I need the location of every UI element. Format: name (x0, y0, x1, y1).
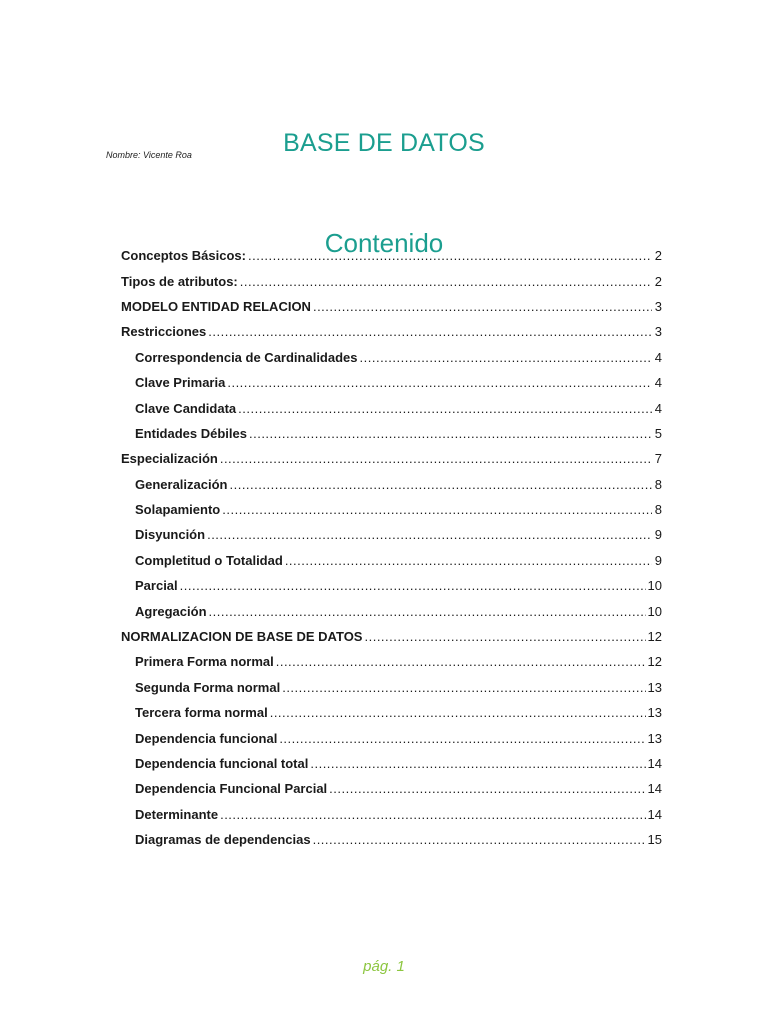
toc-entry[interactable] (121, 472, 662, 497)
toc-entry-title: Solapamiento (135, 502, 221, 518)
toc-entry-page: 14 (647, 781, 662, 797)
toc-entry[interactable] (121, 598, 662, 623)
toc-entry-page: 14 (647, 756, 662, 771)
toc-entry[interactable] (121, 421, 662, 446)
toc-dot-leader (329, 781, 645, 796)
table-of-contents (121, 243, 662, 852)
toc-entry-page: 2 (654, 248, 662, 264)
toc-entry-title: Tipos de atributos: (121, 273, 238, 289)
toc-entry-title: Especialización (121, 451, 218, 467)
toc-dot-leader (285, 553, 652, 568)
toc-entry-page: 10 (647, 578, 662, 594)
toc-entry-title: Completitud o Totalidad (135, 552, 283, 568)
toc-entry-title: Restricciones (121, 324, 207, 340)
toc-entry-page: 2 (654, 273, 662, 289)
toc-entry[interactable] (121, 319, 662, 344)
toc-entry-title: Dependencia Funcional Parcial (135, 781, 328, 797)
toc-entry-page: 13 (647, 679, 662, 695)
document-title: BASE DE DATOS (283, 128, 485, 157)
toc-dot-leader (209, 604, 646, 619)
toc-dot-leader (227, 375, 652, 390)
toc-dot-leader (282, 680, 645, 695)
toc-entry-title: Dependencia funcional (135, 730, 278, 746)
toc-entry-page: 3 (654, 324, 662, 340)
toc-entry[interactable] (121, 751, 662, 776)
toc-entry[interactable] (121, 345, 662, 370)
toc-entry-title: Correspondencia de Cardinalidades (135, 349, 358, 365)
toc-entry[interactable] (121, 370, 662, 395)
toc-entry[interactable] (121, 548, 662, 573)
toc-dot-leader (276, 654, 646, 669)
toc-dot-leader (240, 274, 652, 289)
toc-dot-leader (248, 248, 652, 263)
toc-entry-page: 14 (647, 806, 662, 822)
toc-entry-title: Conceptos Básicos: (121, 248, 246, 264)
toc-entry-page: 4 (654, 375, 662, 391)
toc-entry[interactable] (121, 827, 662, 852)
toc-entry-title: Parcial (135, 578, 178, 594)
toc-dot-leader (313, 832, 646, 847)
toc-entry-title: Determinante (135, 806, 219, 822)
toc-heading: Contenido (324, 227, 444, 258)
toc-entry-title: Clave Candidata (135, 400, 237, 416)
toc-entry[interactable] (121, 294, 662, 319)
toc-dot-leader (310, 756, 645, 771)
toc-entry-title: NORMALIZACION DE BASE DE DATOS (121, 629, 363, 645)
toc-dot-leader (313, 299, 652, 314)
toc-dot-leader (270, 705, 646, 720)
toc-entry-title: Tercera forma normal (135, 705, 268, 721)
toc-entry[interactable] (121, 497, 662, 522)
toc-entry-title: Primera Forma normal (135, 654, 274, 670)
toc-entry-title: Dependencia funcional total (135, 756, 309, 771)
toc-dot-leader (207, 527, 652, 542)
toc-entry-page: 7 (654, 451, 662, 467)
toc-entry[interactable] (121, 675, 662, 700)
toc-entry-title: MODELO ENTIDAD RELACION (121, 298, 311, 314)
toc-entry-page: 13 (647, 705, 662, 721)
toc-dot-leader (180, 578, 646, 593)
toc-entry[interactable] (121, 395, 662, 420)
toc-entry-page: 15 (647, 832, 662, 848)
toc-entry-page: 8 (654, 476, 662, 492)
toc-entry-page: 9 (654, 552, 662, 568)
toc-entry[interactable] (121, 446, 662, 471)
toc-entry-page: 12 (647, 629, 662, 645)
toc-entry-title: Generalización (135, 476, 228, 492)
toc-entry[interactable] (121, 776, 662, 801)
page-number: pág. 1 (363, 958, 405, 975)
toc-dot-leader (360, 350, 652, 365)
toc-dot-leader (249, 426, 652, 441)
toc-entry-page: 3 (654, 298, 662, 314)
toc-dot-leader (220, 451, 652, 466)
toc-entry-page: 4 (654, 400, 662, 416)
toc-dot-leader (279, 731, 645, 746)
toc-entry[interactable] (121, 725, 662, 750)
author-name: Nombre: Vicente Roa (106, 150, 192, 160)
toc-entry[interactable] (121, 573, 662, 598)
toc-entry[interactable] (121, 624, 662, 649)
toc-entry-page: 9 (654, 527, 662, 543)
toc-entry-title: Segunda Forma normal (135, 679, 281, 695)
toc-entry[interactable] (121, 700, 662, 725)
toc-entry-title: Diagramas de dependencias (135, 832, 311, 848)
toc-entry[interactable] (121, 243, 662, 268)
toc-entry-page: 10 (647, 603, 662, 619)
toc-dot-leader (238, 401, 652, 416)
toc-entry[interactable] (121, 268, 662, 293)
toc-entry-page: 5 (654, 425, 662, 441)
toc-entry-page: 13 (647, 730, 662, 746)
toc-entry-title: Agregación (135, 603, 207, 619)
toc-entry-page: 4 (654, 349, 662, 365)
toc-entry[interactable] (121, 802, 662, 827)
toc-entry[interactable] (121, 649, 662, 674)
toc-entry-title: Entidades Débiles (135, 425, 247, 441)
toc-dot-leader (220, 807, 645, 822)
toc-entry[interactable] (121, 522, 662, 547)
toc-dot-leader (208, 324, 652, 339)
toc-entry-page: 12 (647, 654, 662, 670)
toc-entry-page: 8 (654, 502, 662, 518)
toc-entry-title: Disyunción (135, 527, 206, 543)
toc-entry-title: Clave Primaria (135, 375, 226, 391)
toc-dot-leader (229, 477, 652, 492)
toc-dot-leader (222, 502, 652, 517)
toc-dot-leader (364, 629, 645, 644)
